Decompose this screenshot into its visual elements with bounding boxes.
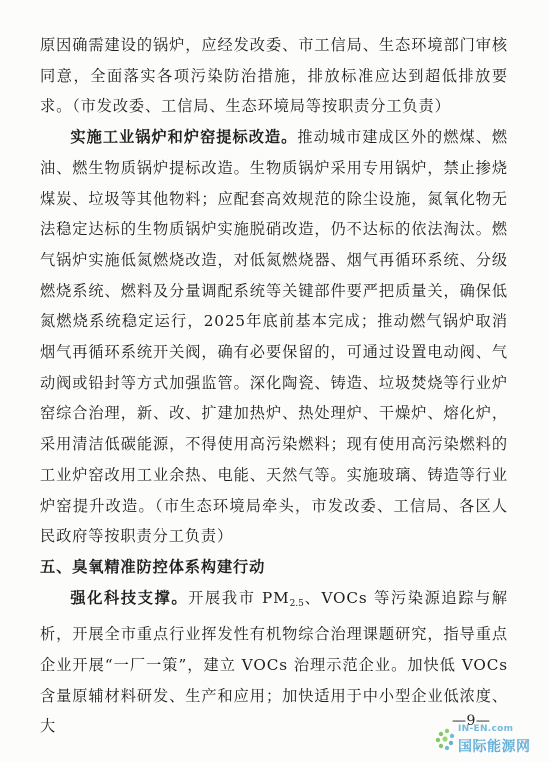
paragraph-tech-support [40, 583, 508, 743]
watermark-domain: IN-EN.com [458, 724, 514, 734]
paragraph-boiler-approval [40, 30, 508, 122]
paragraph-text: 原因确需建设的锅炉，应经发改委、市工信局、生态环境部门审核同意，全面落实各项污染防治措施，排放标准应达到超低排放要求。（市发改委、工信局、生态环境局等按职责分工负责） [40, 36, 508, 116]
paragraph-title: 实施工业锅炉和炉窑提标改造。 [70, 128, 298, 147]
section-heading [40, 552, 508, 583]
paragraph-text: 开展我市 PM [188, 588, 290, 607]
watermark-name: 国际能源网 [458, 739, 531, 755]
page-number: —9— [452, 713, 491, 729]
watermark [432, 724, 550, 758]
pm-subscript: 2.5 [289, 598, 304, 609]
paragraph-text: 、VOCs 等污染源追踪与解析，开展全市重点行业挥发性有机物综合治理课题研究，指导重点企业开展“一厂一策”，建立 VOCs 治理示范企业。加快低 VOCs 含量原辅材料研发、生产和应用；加快适用于中小型企业低浓度、大 [40, 588, 508, 736]
body-text [40, 30, 508, 742]
section-heading-text: 五、臭氧精准防控体系构建行动 [40, 557, 266, 576]
paragraph-title: 强化科技支撑。 [70, 588, 189, 607]
in-en-logo-icon [432, 726, 458, 754]
paragraph-text: 推动城市建成区外的燃煤、燃油、燃生物质锅炉提标改造。生物质锅炉采用专用锅炉，禁止掺烧煤炭、垃圾等其他物料；应配套高效规范的除尘设施，氮氧化物无法稳定达标的生物质锅炉实施脱硝改造，仍不达标的依法淘汰。燃气锅炉实施低氮燃烧改造，对低氮燃烧器、烟气再循环系统、分级燃烧系统、燃料及分量调配系统等关键部件要严把质量关，确保低氮燃烧系统稳定运行，2025年底前基本完成；推动燃气锅炉取消烟气再循环系统开关阀，确有必要保留的，可通过设置电动阀、气动阀或铅封等方式加强监管。深化陶瓷、铸造、垃圾焚烧等行业炉窑综合治理，新、改、扩建加热炉、热处理炉、干燥炉、熔化炉，采用清洁低碳能源，不得使用高污染燃料；现有使用高污染燃料的工业炉窑改用工业余热、电能、天然气等。实施玻璃、铸造等行业炉窑提升改造。（市生态环境局牵头，市发改委、工信局、各区人民政府等按职责分工负责） [40, 128, 508, 546]
paragraph-boiler-upgrade [40, 122, 508, 552]
